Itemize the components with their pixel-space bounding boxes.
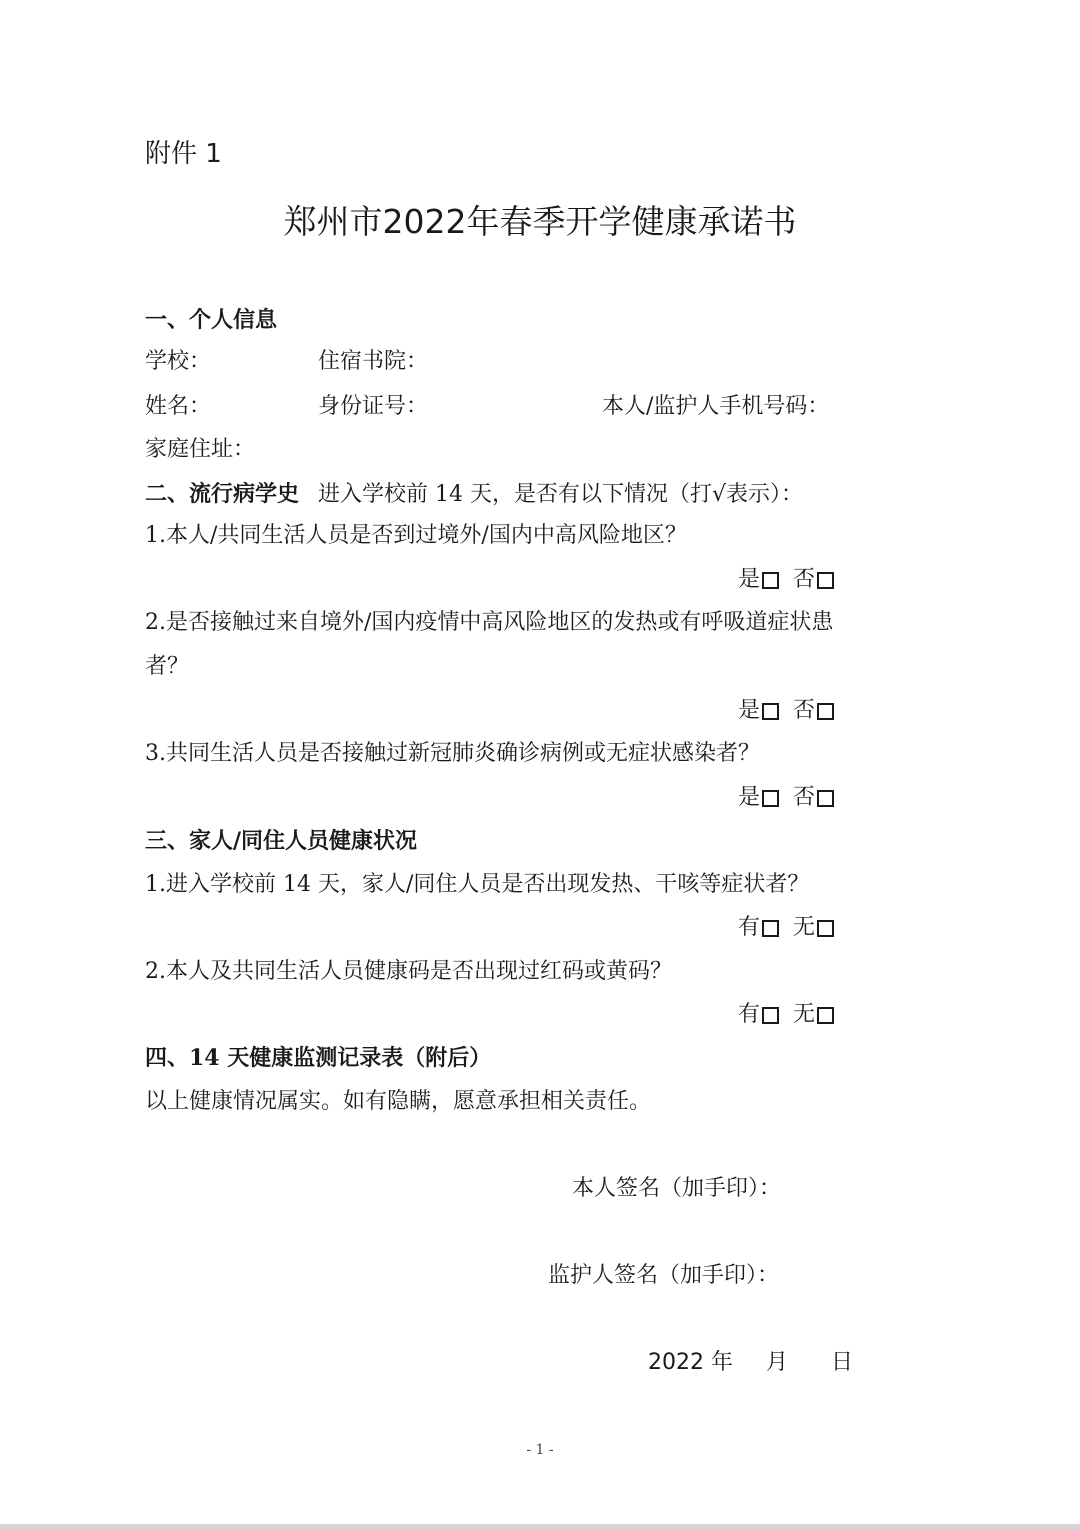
page-number: - 1 - [526,1442,554,1458]
residence-label: 住宿书院： [318,349,429,374]
s3q1-none-label: 无 [793,915,816,940]
q3-no-label: 否 [793,785,816,810]
date-year: 2022 年 [648,1350,733,1375]
page-bottom-edge [0,1524,1080,1530]
q2-yes-label: 是 [738,698,761,723]
q3-yes-checkbox[interactable] [762,790,779,807]
date-month: 月 [766,1350,789,1375]
id-number-label: 身份证号： [318,394,429,419]
q2-no-checkbox[interactable] [817,703,834,720]
s3q2-none-checkbox[interactable] [817,1007,834,1024]
section2-header-line [145,479,803,510]
self-signature-label: 本人签名（加手印）： [572,1176,782,1201]
section2-question-2-line2: 者？ [145,654,190,679]
q1-yes-label: 是 [738,567,761,592]
phone-label: 本人/监护人手机号码： [602,394,830,419]
q3-yes-label: 是 [738,785,761,810]
q1-no-checkbox[interactable] [817,572,834,589]
section3-question-2: 2.本人及共同生活人员健康码是否出现过红码或黄码？ [145,959,672,984]
section2-question-2-line1: 2.是否接触过来自境外/国内疫情中高风险地区的发热或有呼吸道症状患 [145,610,834,635]
s3q1-have-label: 有 [738,915,761,940]
section4-heading: 四、14 天健康监测记录表（附后） [145,1045,492,1071]
q3-no-checkbox[interactable] [817,790,834,807]
q2-no-label: 否 [793,698,816,723]
q1-answer-options [738,565,834,595]
s3q1-have-checkbox[interactable] [762,920,779,937]
s3q1-answer-options [738,913,834,943]
address-label: 家庭住址： [145,437,256,462]
s3q2-none-label: 无 [793,1002,816,1027]
page-title: 郑州市2022年春季开学健康承诺书 [283,202,797,241]
name-label: 姓名： [145,394,212,419]
section2-question-3: 3.共同生活人员是否接触过新冠肺炎确诊病例或无症状感染者？ [145,741,760,766]
commitment-statement: 以上健康情况属实。如有隐瞒，愿意承担相关责任。 [145,1089,652,1114]
q2-yes-checkbox[interactable] [762,703,779,720]
section3-heading: 三、家人/同住人员健康状况 [145,828,418,854]
section1-heading: 一、个人信息 [145,307,278,333]
s3q2-have-label: 有 [738,1002,761,1027]
section2-question-1: 1.本人/共同生活人员是否到过境外/国内中高风险地区？ [145,523,687,548]
section2-heading: 二、流行病学史 [145,481,300,507]
date-day: 日 [831,1350,854,1375]
s3q2-have-checkbox[interactable] [762,1007,779,1024]
q1-no-label: 否 [793,567,816,592]
section3-question-1: 1.进入学校前 14 天，家人/同住人员是否出现发热、干咳等症状者？ [145,872,810,897]
attachment-label: 附件 1 [145,139,222,169]
guardian-signature-label: 监护人签名（加手印）： [548,1263,780,1288]
q3-answer-options [738,783,834,813]
q2-answer-options [738,696,834,726]
school-label: 学校： [145,349,212,374]
section2-intro: 进入学校前 14 天，是否有以下情况（打√表示）： [318,482,804,507]
s3q1-none-checkbox[interactable] [817,920,834,937]
s3q2-answer-options [738,1000,834,1030]
q1-yes-checkbox[interactable] [762,572,779,589]
